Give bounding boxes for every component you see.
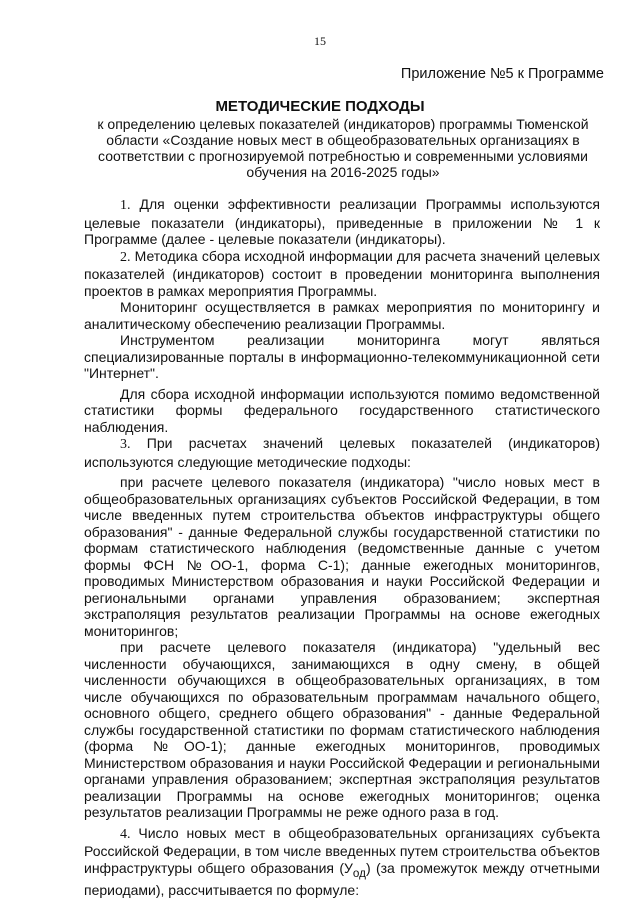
page-number: 15 [314,34,326,48]
paragraph-sources [84,386,600,436]
paragraph-text: при расчете целевого показателя (индикатора) "удельный вес численности обучающихся, занимающихся в одну смену, в общей численности обучающихся в общеобразовательных организациях, в том числе обучающихся по образовательным программам начального общего, основного общего, среднего общего образования" - данные Федеральной службы государственной статистики по формам статистического наблюдения (форма №ОО-1); данные ежегодных мониторингов, проводимых Министерством образования и науки Российской Федерации и региональными органами управления образованием; экспертная экстраполяция результатов реализации Программы на основе ежегодных мониторингов; оценка результатов реализации Программы не реже одного раза в год. [84,639,600,820]
paragraph-4 [84,825,600,899]
paragraph-text: Число новых мест в общеобразовательных организациях субъекта Российской Федерации, в том числе введенных путем строительства объектов инфраструктуры общего образования (У [84,824,600,876]
paragraph-one-shift [84,639,600,821]
document-subtitle: к определению целевых показателей (индикаторов) программы Тюменской области «Создание новых мест в общеобразовательных организациях в соответствии с прогнозируемой потребностью и современными условиями обучения на 2016-2025 годы» [97,116,589,180]
paragraph-instrument [84,332,600,382]
paragraph-1 [84,196,600,248]
paragraph-number: 4. [120,826,131,842]
paragraph-text: Методика сбора исходной информации для расчета значений целевых показателей (индикаторов) состоит в проведении мониторинга выполнения проектов в рамках мероприятия Программы. [84,247,600,299]
paragraph-text: Для оценки эффективности реализации Программы используются целевые показатели (индикаторы), приведенные в приложении № 1 к Программе (далее - целевые показатели (индикаторы). [84,196,601,247]
paragraph-number: 2. [120,249,131,265]
paragraph-3 [84,435,600,470]
document-title: МЕТОДИЧЕСКИЕ ПОДХОДЫ [215,98,425,115]
paragraph-text: при расчете целевого показателя (индикатора) "число новых мест в общеобразовательных организациях субъектов Российской Федерации, в том числе введенных путем строительства объектов инфраструктуры общего образования" - данные Федеральной службы государственной статистики по формам статистического наблюдения (ведомственные данные с учетом формы ФСН №ОО-1, форма С-1); данные ежегодных мониторингов, проводимых Министерством образования и науки Российской Федерации и региональными органами управления образованием; экспертная экстраполяция результатов реализации Программы на основе ежегодных мониторингов; [84,474,600,639]
paragraph-text: Для сбора исходной информации используются помимо ведомственной статистики формы федерального государственного статистического наблюдения. [84,385,600,435]
paragraph-text: При расчетах значений целевых показателей (индикаторов) используются следующие методические подходы: [84,435,601,470]
paragraph-text: Мониторинг осуществляется в рамках мероприятия по мониторингу и аналитическому обеспечению реализации Программы. [84,299,600,332]
document-body [84,196,600,898]
paragraph-monitoring [84,299,600,332]
paragraph-new-places [84,474,600,639]
paragraph-number: 3. [120,437,131,452]
appendix-label: Приложение №5 к Программе [400,66,604,82]
formula-subscript: од [352,866,366,880]
paragraph-text: Инструментом реализации мониторинга могут являться специализированные порталы в информационно-телекоммуникационной сети "Интернет". [84,332,600,381]
paragraph-number: 1. [120,198,131,213]
paragraph-text-tail: ) (за промежуток между отчетными периодами), рассчитывается по формуле: [84,859,600,898]
paragraph-2 [84,248,600,300]
